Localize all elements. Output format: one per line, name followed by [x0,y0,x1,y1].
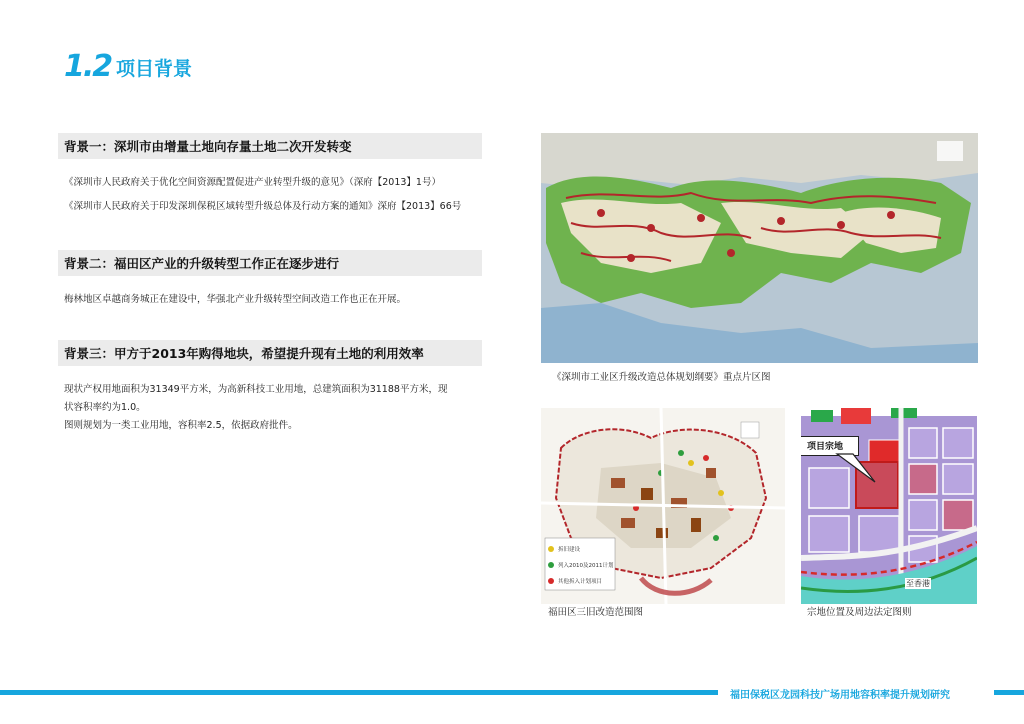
section-heading-1: 背景一：深圳市由增量土地向存量土地二次开发转变 [64,139,352,154]
map1-caption: 《深圳市工业区升级改造总体规划纲要》重点片区图 [552,372,771,383]
site-pointer-icon [835,452,879,486]
shenzhen-industrial-map [541,133,978,363]
footer-rule-left [0,690,718,695]
section-heading-bar-3 [58,340,482,366]
footer-rule-right [994,690,1024,695]
map2-legend-2: 列入2010及2011计划 [558,563,614,569]
policy-line-1: 《深圳市人民政府关于优化空间资源配置促进产业转型升级的意见》（深府【2013】1号） [64,177,441,188]
map2-legend-1: 拆旧建设 [558,547,581,553]
site-label: 项目宗地 [807,442,844,452]
section-heading-bar-1 [58,133,482,159]
section2-text: 梅林地区卓越商务城正在建设中，华强北产业升级转型空间改造工作也正在开展。 [64,294,407,305]
map3-caption: 宗地位置及周边法定图则 [807,607,912,618]
policy-line-2: 《深圳市人民政府关于印发深圳保税区域转型升级总体及行动方案的通知》深府【2013】66号 [64,201,462,212]
map2-legend-3: 其他拆入计划项目 [558,579,603,585]
map2-caption: 福田区三旧改造范围图 [548,607,644,618]
section-title: 项目背景 [116,58,193,80]
footer-title: 福田保税区龙园科技广场用地容积率提升规划研究 [730,690,950,701]
futian-renovation-map [541,408,785,604]
section3-line-1: 现状产权用地面积为31349平方米，为高新科技工业用地，总建筑面积为31188平方米，现 [64,384,448,395]
section-heading-3: 背景三：甲方于2013年购得地块，希望提升现有土地的利用效率 [64,346,424,361]
section-heading-bar-2 [58,250,482,276]
section-heading-2: 背景二：福田区产业的升级转型工作正在逐步进行 [64,256,340,271]
section3-line-3: 图则规划为一类工业用地，容积率2.5，依据政府批件。 [64,420,298,431]
section-number: 1.2 [64,49,112,84]
section3-line-2: 状容积率约为1.0。 [64,402,146,413]
road-label: 至香港 [906,579,930,588]
site-location-map [801,408,977,604]
